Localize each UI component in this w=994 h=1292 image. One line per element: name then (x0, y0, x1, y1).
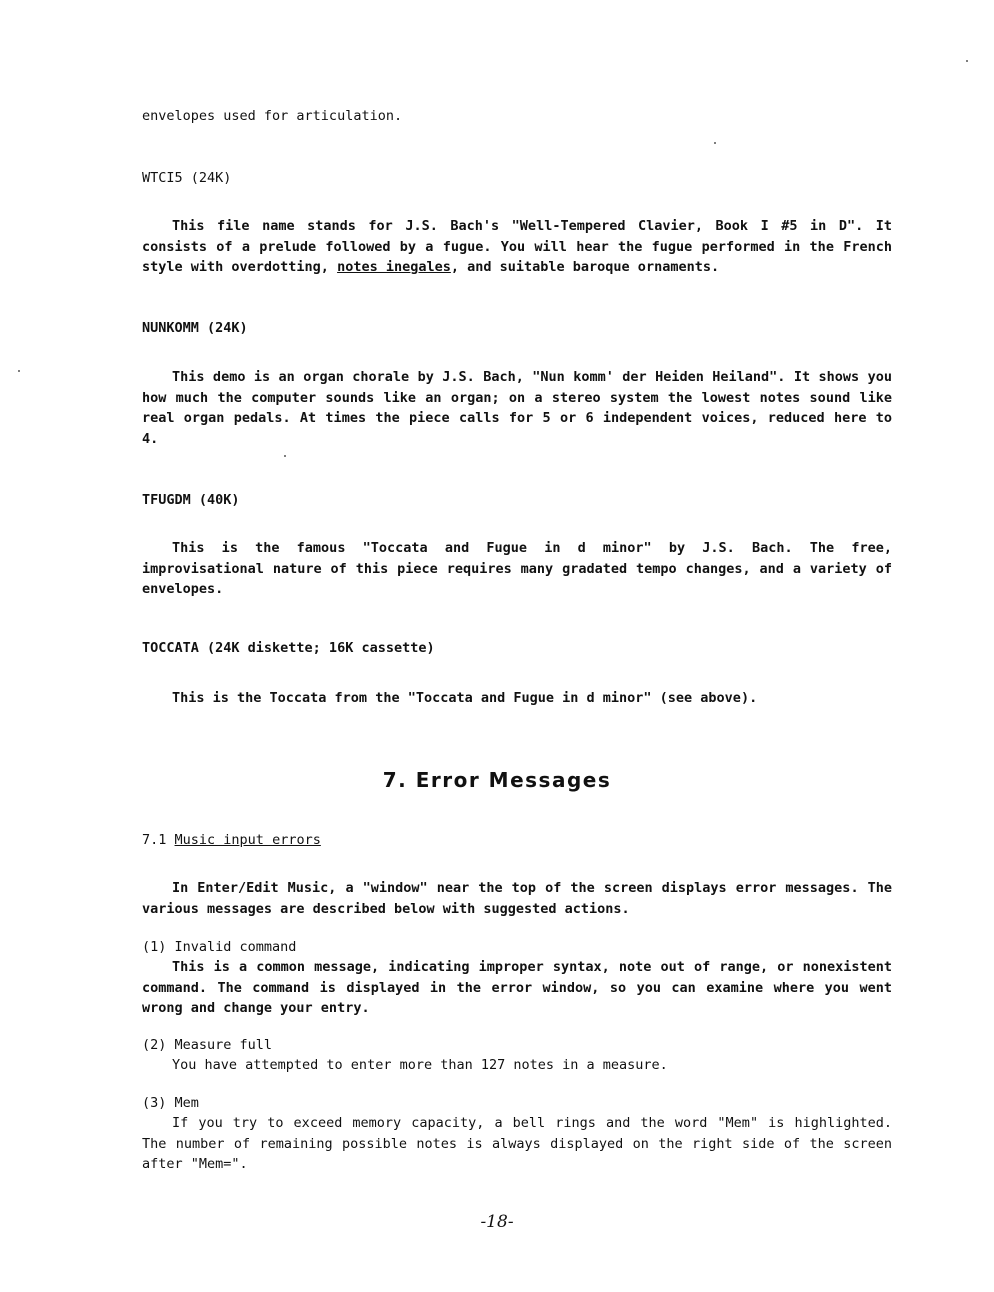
error-text-measure-full-body: You have attempted to enter more than 127 notes in a measure. (172, 1057, 668, 1073)
section-body-wtci5-part1: This file name stands for J.S. Bach's "Well-Tempered Clavier, Book I #5 in D". It consists of a prelude followed by a fugue. You will hear the fugue performed in the French style with overdotting, (142, 218, 892, 275)
scan-speck (284, 455, 286, 457)
subsection-heading (142, 830, 321, 850)
scan-speck (714, 142, 716, 144)
scan-speck (966, 60, 968, 62)
error-text-mem (142, 1113, 892, 1175)
chapter-heading: 7. Error Messages (382, 768, 612, 792)
section-title-toccata: TOCCATA (24K diskette; 16K cassette) (142, 640, 435, 656)
error-label-mem: (3) Mem (142, 1095, 199, 1111)
section-body-wtci5-part3: , and suitable baroque ornaments. (450, 259, 720, 275)
error-text-mem-body: If you try to exceed memory capacity, a bell rings and the word "Mem" is highlighted. The number of remaining possible notes is always displayed on the right side of the screen after "Mem=". (142, 1115, 892, 1172)
error-text-invalid-command (142, 957, 892, 1019)
section-body-wtci5-underlined: notes inegales (337, 259, 451, 275)
subsection-intro (142, 878, 892, 919)
section-body-toccata (142, 688, 892, 709)
subsection-intro-text: In Enter/Edit Music, a "window" near the top of the screen displays error messages. The various messages are described below with suggested actions. (142, 880, 892, 917)
section-body-nunkomm-text: This demo is an organ chorale by J.S. Bach, "Nun komm' der Heiden Heiland". It shows you how much the computer sounds like an organ; on a stereo system the lowest notes sound like real organ pedals. At times the piece calls for 5 or 6 independent voices, reduced here to 4. (142, 369, 892, 447)
section-body-tfugdm-text: This is the famous "Toccata and Fugue in d minor" by J.S. Bach. The free, improvisational nature of this piece requires many gradated tempo changes, and a variety of envelopes. (142, 540, 892, 597)
section-body-tfugdm (142, 538, 892, 600)
error-text-measure-full (142, 1055, 892, 1076)
section-body-toccata-text: This is the Toccata from the "Toccata and Fugue in d minor" (see above). (172, 690, 758, 706)
section-title-wtci5: WTCI5 (24K) (142, 170, 232, 186)
section-title-nunkomm: NUNKOMM (24K) (142, 320, 248, 336)
error-text-invalid-command-body: This is a common message, indicating improper syntax, note out of range, or nonexistent command. The command is displayed in the error window, so you can examine where you went wrong and change your entry. (142, 959, 892, 1016)
error-label-invalid-command: (1) Invalid command (142, 939, 297, 955)
subsection-number: 7.1 (142, 832, 167, 848)
error-label-measure-full: (2) Measure full (142, 1037, 273, 1053)
page-number: -18- (480, 1212, 514, 1232)
scan-speck (18, 370, 20, 372)
section-body-wtci5 (142, 216, 892, 278)
subsection-title: Music input errors (174, 832, 321, 848)
intro-line: envelopes used for articulation. (142, 108, 403, 124)
section-title-tfugdm: TFUGDM (40K) (142, 492, 240, 508)
section-body-nunkomm (142, 367, 892, 449)
